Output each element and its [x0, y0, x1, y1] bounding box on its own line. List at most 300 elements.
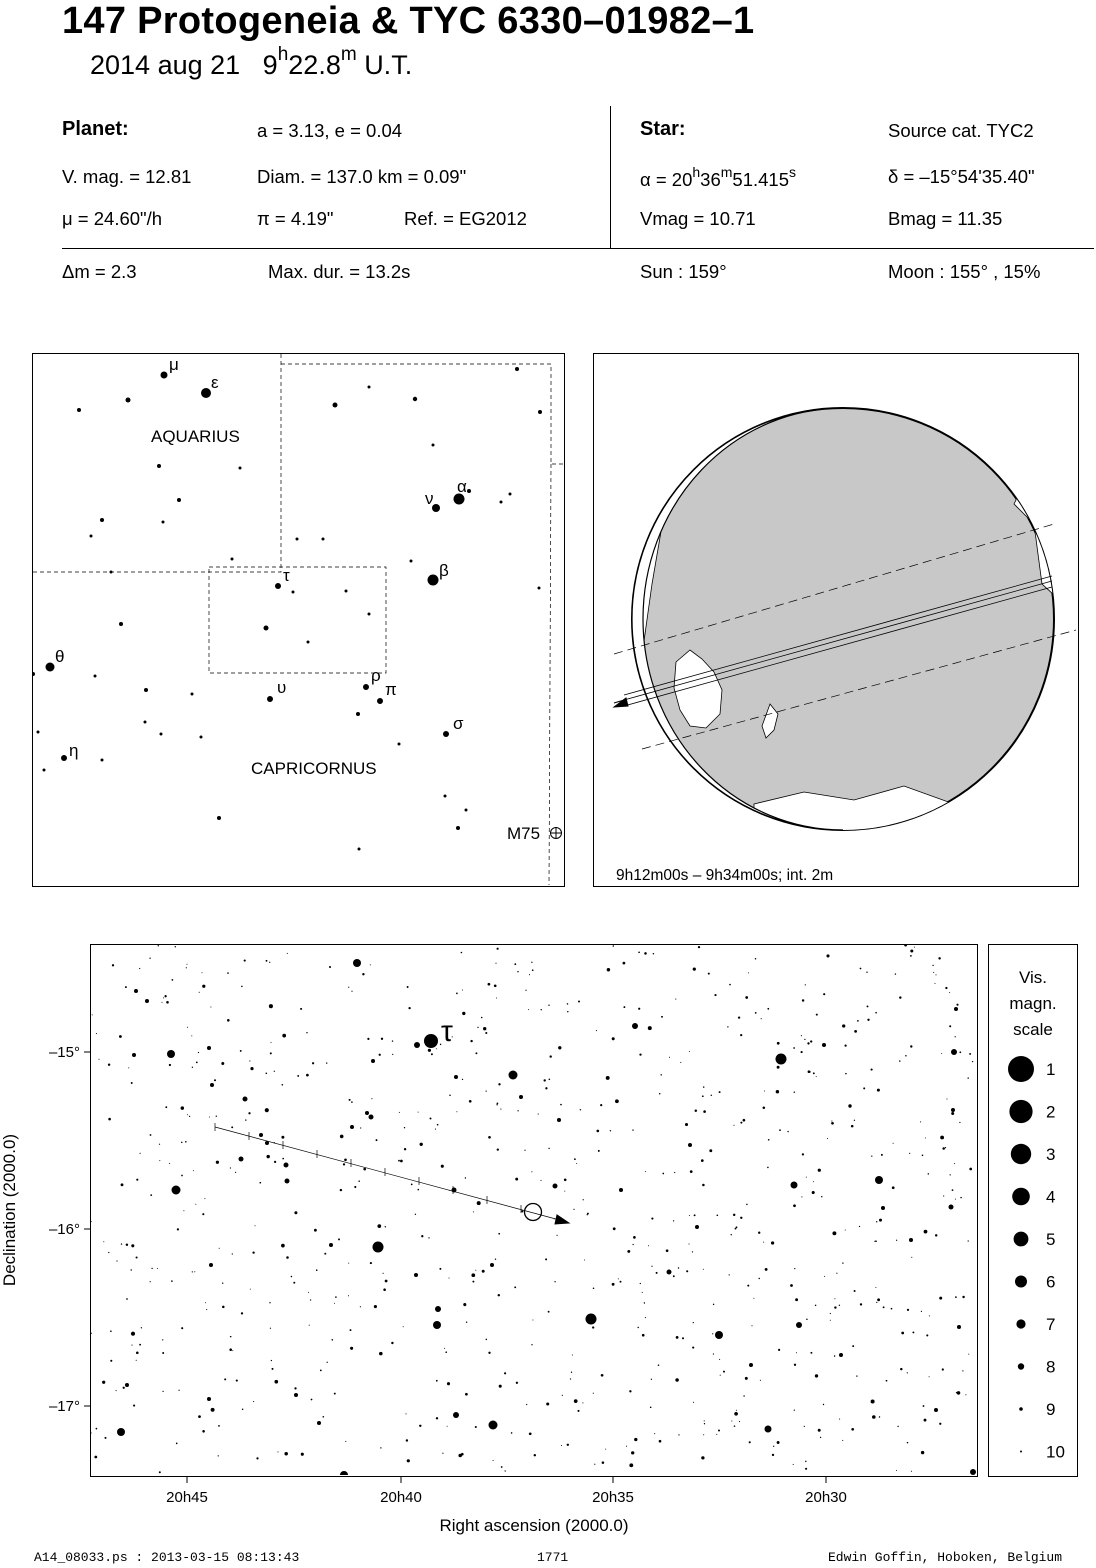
chart-faint-star	[546, 1402, 549, 1405]
chart-faint-star	[131, 1345, 132, 1346]
chart-faint-star	[96, 1033, 97, 1034]
chart-faint-star	[909, 1153, 910, 1154]
greek-label-sigma: σ	[453, 714, 464, 733]
chart-faint-star	[935, 974, 936, 975]
chart-faint-star	[379, 1352, 383, 1356]
chart-faint-star	[259, 1182, 261, 1184]
chart-faint-star	[486, 1339, 488, 1341]
hour-unit: h	[277, 44, 289, 65]
chart-faint-star	[181, 1142, 182, 1143]
chart-faint-star	[344, 1158, 347, 1161]
chart-faint-star	[895, 973, 896, 974]
chart-faint-star	[764, 1091, 765, 1092]
chart-faint-star	[712, 1333, 713, 1334]
chart-faint-star	[610, 1130, 611, 1131]
chart-faint-star	[925, 1138, 926, 1139]
chart-faint-star	[488, 1136, 491, 1139]
chart-faint-star	[827, 1138, 828, 1139]
chart-faint-star	[158, 945, 159, 946]
chart-faint-star	[651, 1266, 652, 1267]
chart-faint-star	[230, 1167, 231, 1168]
chart-faint-star	[406, 1439, 408, 1441]
legend-magnitude-label: 1	[1046, 1060, 1056, 1079]
chart-faint-star	[845, 1230, 846, 1231]
chart-faint-star	[967, 1077, 968, 1078]
chart-faint-star	[219, 1248, 220, 1249]
chart-faint-star	[354, 1186, 356, 1188]
chart-faint-star	[583, 1199, 584, 1200]
chart-faint-star	[924, 1230, 928, 1234]
chart-faint-star	[194, 1271, 195, 1272]
chart-faint-star	[159, 1144, 160, 1145]
chart-faint-star	[702, 1095, 704, 1097]
chart-faint-star	[929, 1315, 930, 1316]
chart-faint-star	[956, 1004, 958, 1006]
chart-faint-star	[751, 1325, 752, 1326]
chart-faint-star	[777, 1066, 780, 1069]
chart-star	[207, 1397, 211, 1401]
chart-faint-star	[572, 1354, 573, 1355]
chart-faint-star	[801, 1196, 802, 1197]
ytick-label: –15°	[48, 1044, 80, 1061]
chart-faint-star	[371, 1098, 372, 1099]
chart-faint-star	[475, 1426, 477, 1428]
chart-star	[239, 1157, 244, 1162]
chart-faint-star	[497, 1103, 499, 1105]
chart-faint-star	[206, 1309, 207, 1310]
chart-faint-star	[794, 1409, 795, 1410]
chart-faint-star	[405, 1413, 406, 1414]
chart-faint-star	[675, 1378, 679, 1382]
chart-star	[329, 1243, 333, 1247]
footer-file: A14_08033.ps : 2013-03-15 08:13:43	[34, 1550, 300, 1565]
chart-faint-star	[914, 947, 915, 948]
chart-faint-star	[469, 1100, 472, 1103]
chart-faint-star	[763, 1106, 766, 1109]
chart-faint-star	[216, 1116, 217, 1117]
chart-faint-star	[102, 1381, 105, 1384]
chart-faint-star	[845, 1045, 847, 1047]
chart-faint-star	[249, 1060, 250, 1061]
chart-faint-star	[538, 1114, 539, 1115]
chart-faint-star	[932, 965, 933, 966]
chart-faint-star	[421, 1235, 423, 1237]
chart-faint-star	[407, 986, 409, 988]
chart-faint-star	[703, 1269, 704, 1270]
chart-faint-star	[567, 1003, 569, 1005]
chart-faint-star	[164, 995, 166, 997]
chart-faint-star	[348, 1295, 349, 1296]
chart-star	[369, 1115, 374, 1120]
finder-star	[345, 590, 348, 593]
chart-faint-star	[934, 983, 935, 984]
chart-faint-star	[496, 997, 497, 998]
xtick-label: 20h35	[592, 1489, 634, 1506]
chart-faint-star	[162, 1339, 163, 1340]
chart-faint-star	[282, 1034, 286, 1038]
chart-faint-star	[772, 1454, 774, 1456]
chart-faint-star	[244, 960, 246, 962]
chart-faint-star	[612, 1037, 615, 1040]
chart-faint-star	[877, 1298, 880, 1301]
footer-author: Edwin Goffin, Hoboken, Belgium	[828, 1550, 1063, 1565]
chart-faint-star	[227, 972, 229, 974]
chart-star	[433, 1321, 441, 1329]
chart-faint-star	[498, 1294, 500, 1296]
chart-faint-star	[119, 1035, 122, 1038]
greek-label-tau-large: τ	[441, 1015, 453, 1048]
chart-faint-star	[650, 1407, 652, 1409]
chart-faint-star	[242, 1409, 244, 1411]
chart-faint-star	[500, 1109, 501, 1110]
chart-faint-star	[227, 1019, 230, 1022]
chart-faint-star	[584, 1260, 585, 1261]
chart-faint-star	[731, 1420, 732, 1421]
chart-faint-star	[306, 1032, 307, 1033]
chart-faint-star	[765, 1268, 768, 1271]
chart-faint-star	[893, 1143, 894, 1144]
chart-faint-star	[294, 1211, 297, 1214]
chart-faint-star	[676, 1336, 679, 1339]
chart-faint-star	[309, 1325, 310, 1326]
chart-faint-star	[403, 1326, 404, 1327]
chart-faint-star	[703, 1434, 704, 1435]
chart-star	[957, 1325, 961, 1329]
chart-faint-star	[962, 1296, 964, 1298]
chart-faint-star	[136, 1360, 137, 1361]
chart-star	[294, 1393, 298, 1397]
chart-faint-star	[816, 1014, 818, 1016]
chart-faint-star	[718, 1430, 720, 1432]
chart-faint-star	[867, 1019, 869, 1021]
chart-faint-star	[651, 1379, 652, 1380]
finder-star	[368, 613, 371, 616]
constellation-capricornus: CAPRICORNUS	[251, 759, 377, 778]
chart-faint-star	[645, 1171, 646, 1172]
chart-faint-star	[329, 966, 331, 968]
chart-faint-star	[955, 1199, 956, 1200]
chart-faint-star	[461, 952, 463, 954]
chart-faint-star	[529, 1432, 532, 1435]
chart-faint-star	[659, 1093, 660, 1094]
chart-faint-star	[824, 1276, 825, 1277]
chart-faint-star	[291, 1276, 293, 1278]
chart-faint-star	[685, 1123, 688, 1126]
chart-faint-star	[271, 1360, 272, 1361]
chart-faint-star	[871, 1155, 872, 1156]
chart-faint-star	[653, 953, 654, 954]
chart-faint-star	[504, 1372, 506, 1374]
chart-faint-star	[592, 1326, 594, 1328]
chart-faint-star	[245, 1119, 246, 1120]
chart-faint-star	[349, 1099, 351, 1101]
chart-star	[954, 1007, 958, 1011]
planet-reference: Ref. = EG2012	[404, 208, 527, 229]
star-vmag: Vmag = 10.71	[640, 208, 756, 229]
chart-faint-star	[911, 1471, 912, 1472]
finder-star	[432, 444, 435, 447]
chart-faint-star	[921, 1451, 924, 1454]
chart-faint-star	[477, 1027, 478, 1028]
finder-star	[200, 736, 203, 739]
chart-faint-star	[709, 1149, 712, 1152]
chart-faint-star	[872, 1415, 876, 1419]
chart-faint-star	[929, 1376, 930, 1377]
chart-faint-star	[477, 1201, 481, 1205]
chart-star	[167, 1050, 175, 1058]
chart-faint-star	[165, 1106, 167, 1108]
chart-faint-star	[126, 1244, 128, 1246]
chart-faint-star	[734, 1425, 736, 1427]
chart-faint-star	[834, 1298, 835, 1299]
chart-faint-star	[842, 1024, 845, 1027]
chart-star	[949, 1205, 954, 1210]
chart-faint-star	[110, 1360, 112, 1362]
chart-faint-star	[465, 1393, 468, 1396]
chart-faint-star	[771, 1241, 774, 1244]
chart-star	[490, 1263, 494, 1267]
chart-faint-star	[587, 1315, 588, 1316]
chart-faint-star	[214, 1079, 216, 1081]
chart-faint-star	[767, 1008, 769, 1010]
chart-faint-star	[112, 964, 114, 966]
earth-visibility-map	[593, 353, 1079, 887]
finder-star	[201, 388, 211, 398]
magnitude-drop: Δm = 2.3	[62, 261, 137, 282]
chart-star	[453, 1412, 459, 1418]
chart-faint-star	[374, 1305, 377, 1308]
chart-faint-star	[362, 973, 364, 975]
chart-faint-star	[556, 1235, 557, 1236]
info-row-divider	[62, 248, 1094, 249]
chart-faint-star	[495, 963, 496, 964]
chart-faint-star	[514, 963, 516, 965]
chart-faint-star	[462, 1079, 463, 1080]
chart-faint-star	[812, 1191, 815, 1194]
chart-faint-star	[731, 1234, 732, 1235]
chart-faint-star	[920, 1121, 921, 1122]
chart-faint-star	[816, 1076, 817, 1077]
chart-faint-star	[793, 1464, 794, 1465]
chart-faint-star	[686, 1270, 688, 1272]
chart-faint-star	[607, 968, 610, 971]
planet-parallax: π = 4.19"	[257, 208, 334, 229]
chart-faint-star	[232, 1350, 233, 1351]
chart-faint-star	[306, 1074, 309, 1077]
cluster-label-m75: M75	[507, 824, 541, 843]
chart-star	[519, 1095, 523, 1099]
chart-faint-star	[431, 1053, 433, 1055]
chart-faint-star	[447, 1426, 448, 1427]
chart-faint-star	[525, 990, 526, 991]
chart-faint-star	[638, 951, 640, 953]
chart-faint-star	[274, 1161, 276, 1163]
chart-faint-star	[462, 989, 463, 990]
chart-faint-star	[360, 1306, 361, 1307]
chart-faint-star	[807, 1042, 809, 1044]
chart-faint-star	[250, 1067, 253, 1070]
chart-faint-star	[543, 1079, 545, 1081]
chart-faint-star	[348, 987, 349, 988]
chart-faint-star	[103, 1241, 104, 1242]
chart-faint-star	[277, 1451, 278, 1452]
chart-faint-star	[689, 1215, 690, 1216]
asteroid-track	[215, 1123, 569, 1224]
chart-faint-star	[310, 1299, 311, 1300]
legend-magnitude-dot	[1015, 1276, 1027, 1288]
chart-faint-star	[550, 1055, 552, 1057]
chart-faint-star	[634, 1438, 637, 1441]
chart-faint-star	[338, 1238, 340, 1240]
chart-faint-star	[682, 1337, 684, 1339]
chart-faint-star	[851, 1428, 854, 1431]
chart-faint-star	[573, 1209, 574, 1210]
chart-faint-star	[626, 1446, 627, 1447]
chart-faint-star	[729, 1274, 730, 1275]
greek-label-tau: τ	[283, 566, 290, 585]
chart-faint-star	[331, 1339, 333, 1341]
finder-star	[509, 493, 512, 496]
chart-faint-star	[954, 1163, 955, 1164]
legend-magnitude-dot	[1012, 1188, 1030, 1206]
chart-faint-star	[517, 1110, 518, 1111]
chart-faint-star	[768, 1139, 770, 1141]
legend-magnitude-label: 3	[1046, 1145, 1056, 1164]
chart-star	[365, 1111, 369, 1115]
chart-faint-star	[270, 1052, 272, 1054]
chart-faint-star	[297, 1075, 299, 1077]
legend-magnitude-dot	[1014, 1232, 1029, 1247]
chart-faint-star	[471, 1273, 475, 1277]
chart-faint-star	[209, 1116, 210, 1117]
chart-faint-star	[437, 1124, 439, 1126]
chart-faint-star	[218, 1425, 220, 1427]
chart-faint-star	[444, 1348, 445, 1349]
finder-star	[356, 712, 360, 716]
finder-star	[101, 759, 104, 762]
chart-star	[632, 1023, 638, 1029]
chart-faint-star	[385, 1280, 388, 1283]
chart-faint-star	[169, 1163, 170, 1164]
greek-label-alpha: α	[457, 477, 467, 496]
chart-star	[414, 1042, 420, 1048]
legend-magnitude-label: 7	[1046, 1315, 1056, 1334]
chart-faint-star	[462, 1012, 465, 1015]
chart-faint-star	[561, 1445, 562, 1446]
chart-faint-star	[582, 1402, 583, 1403]
chart-faint-star	[767, 1167, 769, 1169]
chart-faint-star	[235, 1172, 236, 1173]
chart-faint-star	[447, 1382, 450, 1385]
chart-faint-star	[128, 1067, 129, 1068]
chart-faint-star	[867, 1005, 869, 1007]
chart-faint-star	[211, 1408, 215, 1412]
chart-star	[210, 1083, 214, 1087]
chart-faint-star	[351, 1101, 353, 1103]
chart-faint-star	[198, 1415, 201, 1418]
chart-faint-star	[805, 984, 806, 985]
chart-faint-star	[736, 1410, 737, 1411]
chart-faint-star	[255, 1225, 256, 1226]
chart-star	[557, 1118, 561, 1122]
chart-faint-star	[779, 1129, 781, 1131]
chart-faint-star	[659, 1440, 662, 1443]
chart-faint-star	[755, 1012, 757, 1014]
chart-faint-star	[224, 1378, 226, 1380]
chart-faint-star	[678, 1434, 679, 1435]
chart-faint-star	[680, 1062, 681, 1063]
legend-magnitude-label: 4	[1046, 1187, 1056, 1207]
chart-faint-star	[131, 1082, 133, 1084]
chart-faint-star	[639, 1053, 641, 1055]
chart-faint-star	[505, 1470, 506, 1471]
chart-faint-star	[940, 1136, 944, 1140]
chart-faint-star	[662, 1173, 664, 1175]
chart-faint-star	[795, 1298, 798, 1301]
chart-faint-star	[708, 973, 710, 975]
ytick-label: –17°	[48, 1398, 80, 1415]
chart-faint-star	[189, 1116, 190, 1117]
chart-faint-star	[806, 1177, 807, 1178]
chart-faint-star	[959, 1051, 961, 1053]
chart-faint-star	[694, 1214, 696, 1216]
chart-star	[284, 1163, 289, 1168]
chart-faint-star	[689, 1051, 690, 1052]
chart-faint-star	[763, 1242, 764, 1243]
chart-faint-star	[618, 1278, 619, 1279]
chart-faint-star	[818, 1169, 821, 1172]
chart-faint-star	[758, 1278, 759, 1279]
chart-faint-star	[488, 1352, 490, 1354]
chart-faint-star	[777, 1441, 780, 1444]
chart-star	[934, 1408, 938, 1412]
chart-star	[435, 1306, 441, 1312]
chart-faint-star	[790, 1284, 793, 1287]
chart-faint-star	[121, 1183, 124, 1186]
greek-label-pi: π	[385, 680, 397, 699]
chart-faint-star	[826, 954, 829, 957]
chart-faint-star	[400, 1160, 403, 1163]
chart-star	[317, 1421, 321, 1425]
chart-faint-star	[923, 1405, 925, 1407]
chart-faint-star	[91, 1333, 92, 1334]
greek-label-theta: θ	[55, 647, 65, 666]
chart-faint-star	[181, 1175, 183, 1177]
chart-faint-star	[150, 1134, 152, 1136]
chart-faint-star	[845, 1073, 847, 1075]
finder-star	[515, 367, 519, 371]
finder-star	[264, 626, 269, 631]
chart-star	[134, 989, 138, 993]
chart-faint-star	[445, 1351, 447, 1353]
chart-faint-star	[108, 1252, 109, 1253]
chart-faint-star	[532, 1320, 533, 1321]
chart-faint-star	[615, 1099, 619, 1103]
chart-faint-star	[300, 1008, 302, 1010]
chart-faint-star	[248, 1112, 250, 1114]
chart-faint-star	[716, 1335, 719, 1338]
chart-faint-star	[501, 1466, 503, 1468]
chart-faint-star	[627, 1250, 630, 1253]
chart-faint-star	[192, 1067, 193, 1068]
chart-faint-star	[91, 1432, 92, 1433]
chart-star	[373, 1242, 384, 1253]
star-ra: $\alpha = 20^h36^m51.415^s$	[640, 164, 796, 191]
chart-faint-star	[221, 1062, 224, 1065]
chart-faint-star	[695, 1110, 697, 1112]
chart-faint-star	[570, 1378, 571, 1379]
chart-faint-star	[517, 971, 518, 972]
